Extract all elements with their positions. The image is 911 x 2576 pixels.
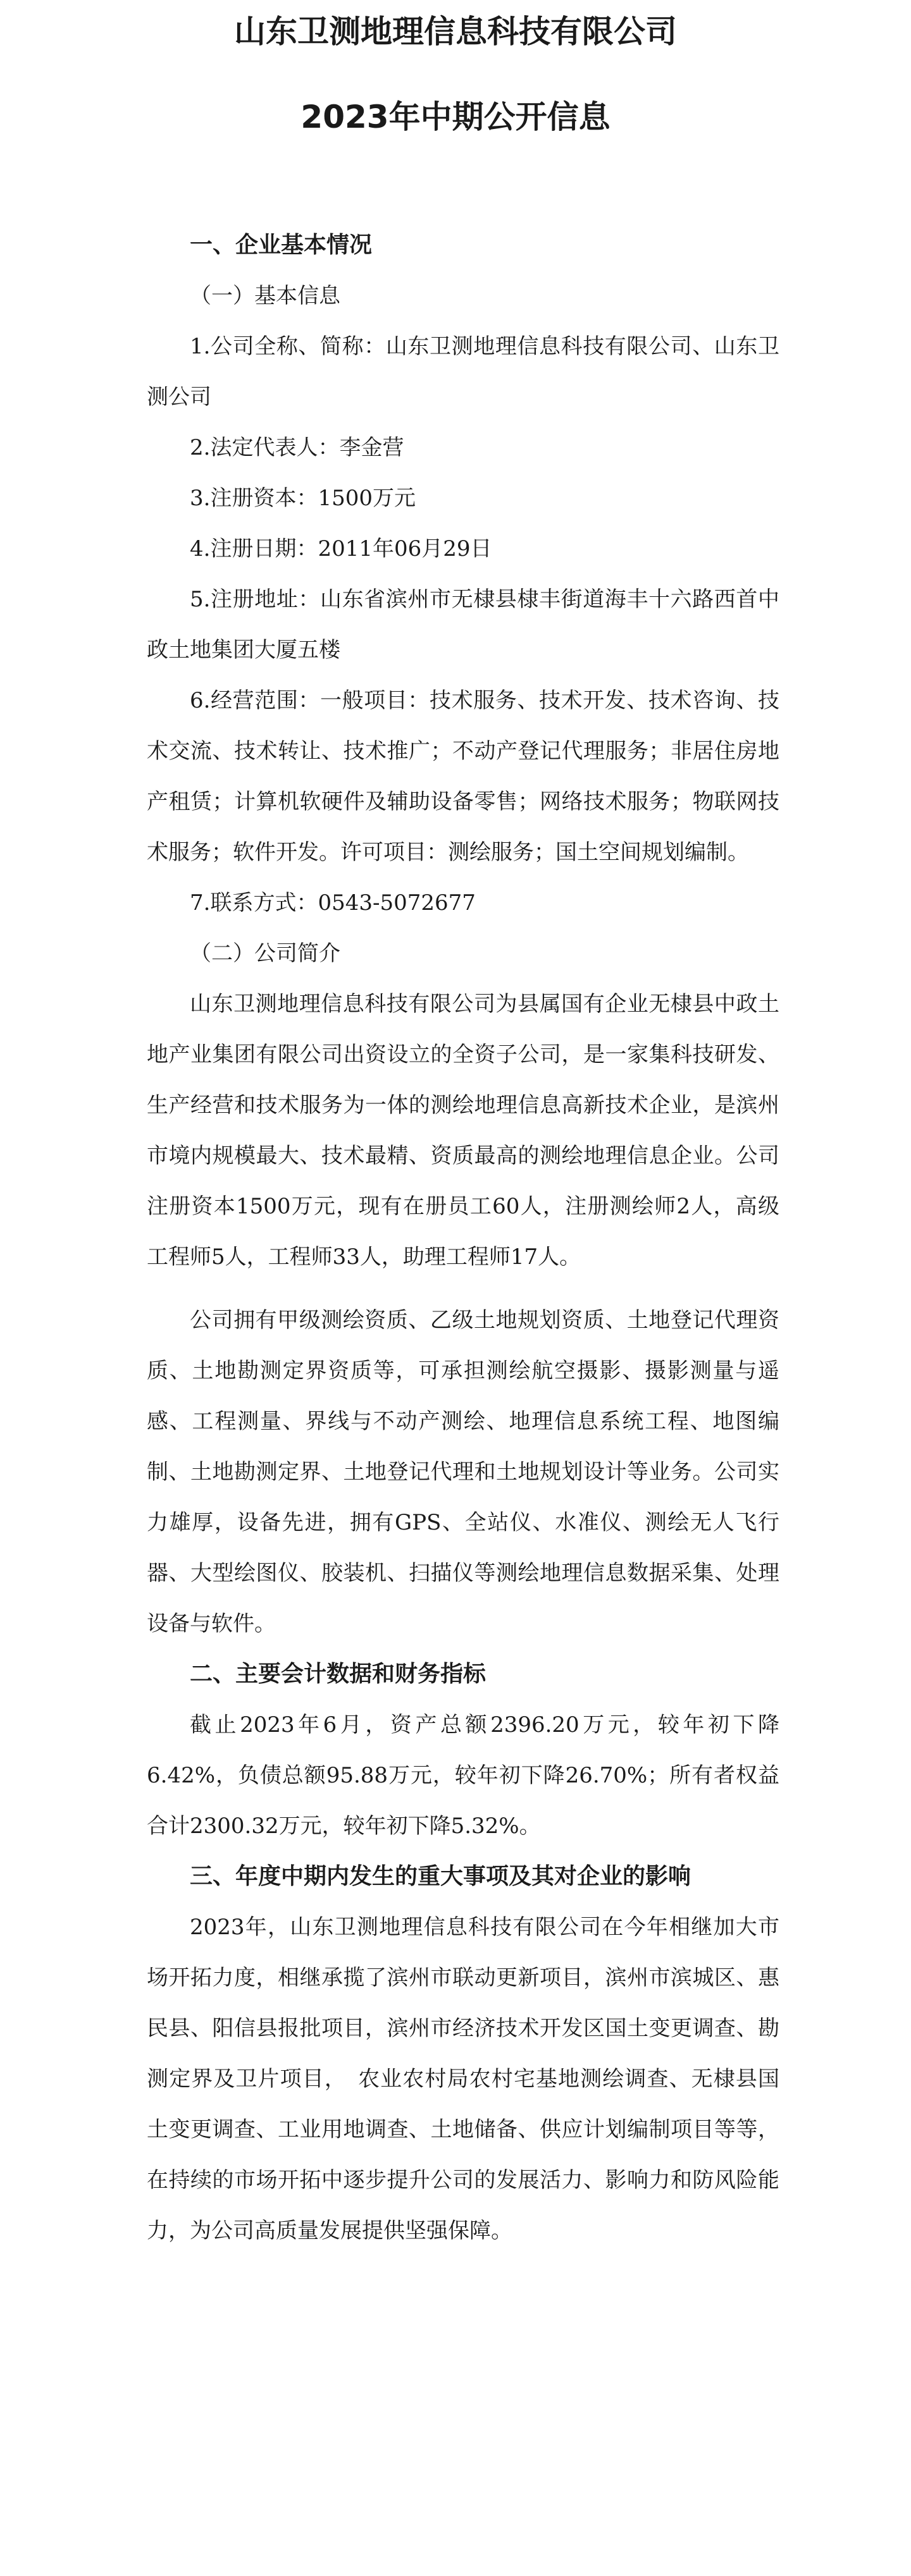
document-title: 山东卫测地理信息科技有限公司 <box>234 13 677 50</box>
company-profile-paragraph: 公司拥有甲级测绘资质、乙级土地规划资质、土地登记代理资质、土地勘测定界资质等，可承担测绘航空摄影、摄影测量与遥感、工程测量、界线与不动产测绘、地理信息系统工程、地图编制、土地勘测定界、土地登记代理和土地规划设计等业务。公司实力雄厚，设备先进，拥有GPS、全站仪、水准仪、测绘无人飞行器、大型绘图仪、胶装机、扫描仪等测绘地理信息数据采集、处理设备与软件。 <box>147 1308 779 1636</box>
major-events-paragraph: 2023年，山东卫测地理信息科技有限公司在今年相继加大市场开拓力度，相继承揽了滨州市联动更新项目，滨州市滨城区、惠民县、阳信县报批项目，滨州市经济技术开发区国土变更调查、勘测定界及卫片项目， 农业农村局农村宅基地测绘调查、无棣县国土变更调查、工业用地调查、土地储备、供应计划编制项目等等，在持续的市场开拓中逐步提升公司的发展活力、影响力和防风险能力，为公司高质量发展提供坚强保障。 <box>147 1915 779 2243</box>
document-subtitle: 2023年中期公开信息 <box>301 99 610 135</box>
financials-paragraph: 截止2023年6月，资产总额2396.20万元，较年初下降6.42%，负债总额95.88万元，较年初下降26.70%；所有者权益合计2300.32万元，较年初下降5.32%。 <box>147 1712 779 1839</box>
subsection-heading-company-profile: （二）公司简介 <box>190 941 340 966</box>
company-profile-paragraph: 山东卫测地理信息科技有限公司为县属国有企业无棣县中政土地产业集团有限公司出资设立的全资子公司，是一家集科技研发、生产经营和技术服务为一体的测绘地理信息高新技术企业，是滨州市境内规模最大、技术最精、资质最高的测绘地理信息企业。公司注册资本1500万元，现有在册员工60人，注册测绘师2人，高级工程师5人，工程师33人，助理工程师17人。 <box>147 991 779 1270</box>
section-heading-major-events: 三、年度中期内发生的重大事项及其对企业的影响 <box>190 1863 691 1889</box>
section-heading-basic-info: 一、企业基本情况 <box>190 232 373 258</box>
subsection-heading-basic-info: （一）基本信息 <box>190 283 340 309</box>
info-item-registration-date: 4.注册日期：2011年06月29日 <box>190 536 492 561</box>
section-heading-financials: 二、主要会计数据和财务指标 <box>190 1661 486 1687</box>
info-item-company-name: 1.公司全称、简称：山东卫测地理信息科技有限公司、山东卫测公司 <box>147 334 779 410</box>
document-body <box>147 220 779 2256</box>
info-item-registered-address: 5.注册地址：山东省滨州市无棣县棣丰街道海丰十六路西首中政土地集团大厦五楼 <box>147 587 779 663</box>
info-item-registered-capital: 3.注册资本：1500万元 <box>190 486 416 511</box>
info-item-business-scope: 6.经营范围：一般项目：技术服务、技术开发、技术咨询、技术交流、技术转让、技术推广；不动产登记代理服务；非居住房地产租赁；计算机软硬件及辅助设备零售；网络技术服务；物联网技术服务；软件开发。许可项目：测绘服务；国土空间规划编制。 <box>147 688 779 865</box>
info-item-legal-representative: 2.法定代表人：李金营 <box>190 435 404 460</box>
info-item-contact: 7.联系方式：0543-5072677 <box>190 890 476 916</box>
